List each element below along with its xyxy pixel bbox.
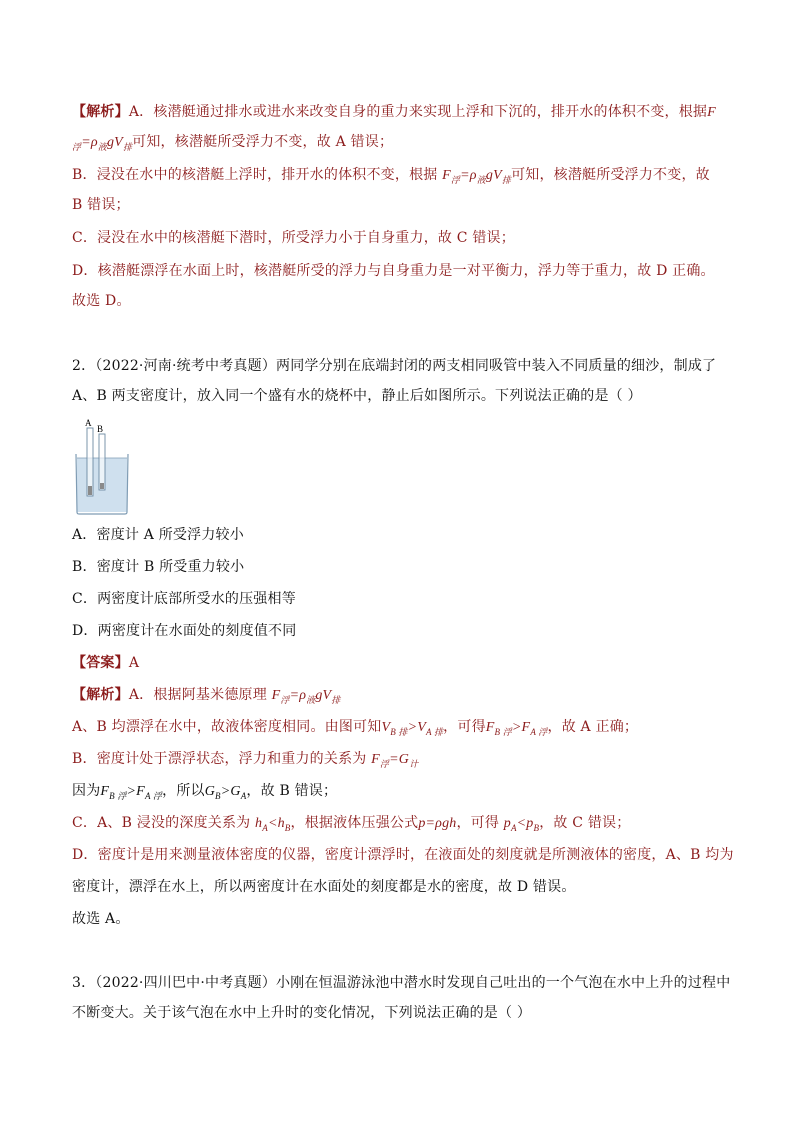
formula-eq: =ρ xyxy=(460,168,477,183)
sub-float: 浮 xyxy=(280,696,290,706)
q1-analysis-line-b xyxy=(72,165,732,187)
sub-disp: 排 xyxy=(501,176,512,186)
formula-f-eq-g: $F_浮=G_计$ xyxy=(371,752,419,769)
sub-float: 浮 xyxy=(450,176,461,186)
text: 可知，核潜艇所受浮力不变，故 A 错误； xyxy=(132,134,394,150)
formula-gV: gV xyxy=(485,168,502,183)
text: C．A、B 浸没的深度关系为 xyxy=(72,815,251,831)
answer-value: A xyxy=(128,655,140,671)
sub-disp: 排 xyxy=(122,143,133,153)
sub-float: 浮 xyxy=(72,143,82,153)
analysis-tag: 【解析】 xyxy=(72,687,129,703)
text: ，可得 xyxy=(443,719,486,735)
text: ，故 B 错误； xyxy=(246,783,338,799)
text: D．两密度计在水面处的刻度值不同 xyxy=(72,623,297,639)
text: B．密度计 B 所受重力较小 xyxy=(72,559,245,575)
text: 密度计，漂浮在水上，所以两密度计在水面处的刻度都是水的密度，故 D 错误。 xyxy=(72,879,576,895)
text: C．两密度计底部所受水的压强相等 xyxy=(72,591,296,607)
text: A、B 均漂浮在水中，故液体密度相同。由图可知 xyxy=(72,719,382,735)
text: A．根据阿基米德原理 xyxy=(128,687,267,703)
text: B．浸没在水中的核潜艇上浮时，排开水的体积不变，根据 xyxy=(72,167,438,183)
q2-analysis-line-d xyxy=(72,845,732,865)
formula-gV: gV xyxy=(106,135,123,150)
sub-liquid: 液 xyxy=(476,176,486,186)
q2-analysis-line-a xyxy=(72,685,732,707)
formula-fb-gt-fa: $F_{B 浮}>F_{A 浮}$ xyxy=(100,784,163,801)
answer-tag: 【答案】 xyxy=(72,655,129,671)
q2-stem-line-1 xyxy=(72,356,732,376)
q2-option-b xyxy=(72,557,732,577)
q2-stem-line-2 xyxy=(72,386,732,406)
text: 3．（2022·四川巴中·中考真题）小刚在恒温游泳池中潜水时发现自己吐出的一个气泡在水中上升的过程中 xyxy=(72,975,731,991)
sub-liquid: 液 xyxy=(97,143,107,153)
q2-option-c xyxy=(72,589,732,609)
text: 可知，核潜艇所受浮力不变，故 xyxy=(511,167,710,183)
q2-option-d xyxy=(72,621,732,641)
text: ，故 C 错误； xyxy=(539,815,631,831)
formula-vb-gt-va: $V_{B 排}>V_{A 排}$ xyxy=(381,720,444,737)
formula-eq: =ρ xyxy=(81,135,98,150)
q1-analysis-line-b2 xyxy=(72,195,732,215)
text: D．核潜艇漂浮在水面上时，核潜艇所受的浮力与自身重力是一对平衡力，浮力等于重力，故 D 正确。 xyxy=(72,263,715,279)
q2-answer xyxy=(72,653,732,673)
beaker-figure xyxy=(74,416,134,516)
q2-analysis-line-b2 xyxy=(72,781,732,802)
sub-liquid: 液 xyxy=(306,696,316,706)
label-b: B xyxy=(97,424,104,434)
text: A、B 两支密度计，放入同一个盛有水的烧杯中，静止后如图所示。下列说法正确的是（ ） xyxy=(72,388,642,404)
text: A．核潜艇通过排水或进水来改变自身的重力来实现上浮和下沉的，排开水的体积不变，根据 xyxy=(128,104,708,120)
text: 因为 xyxy=(72,783,101,799)
text: 故选 A。 xyxy=(72,911,130,927)
text: B．密度计处于漂浮状态，浮力和重力的关系为 xyxy=(72,751,367,767)
text: 2．（2022·河南·统考中考真题）两同学分别在底端封闭的两支相同吸管中装入不同质量的细沙，制成了 xyxy=(72,358,717,374)
formula-fb-gt-fa: $F_{B 浮}>F_{A 浮}$ xyxy=(485,720,548,737)
formula-gb-gt-ga: $G_B>G_A$ xyxy=(204,784,247,801)
hydrometer-b xyxy=(99,434,105,490)
label-a: A xyxy=(85,418,92,428)
q1-conclusion xyxy=(72,291,732,311)
text: ，故 A 正确； xyxy=(547,719,639,735)
q1-analysis-line-c xyxy=(72,228,732,248)
text: ，所以 xyxy=(162,783,205,799)
text: A．密度计 A 所受浮力较小 xyxy=(72,527,244,543)
q1-analysis-line-a2 xyxy=(72,132,732,154)
q2-option-a xyxy=(72,525,732,545)
formula-F: F xyxy=(442,168,451,183)
q2-analysis-line-b xyxy=(72,749,732,770)
q2-analysis-line-d2 xyxy=(72,877,732,897)
analysis-tag: 【解析】 xyxy=(72,104,129,120)
q2-analysis-line-c xyxy=(72,813,732,834)
text: 不断变大。关于该气泡在水中上升时的变化情况，下列说法正确的是（ ） xyxy=(72,1005,532,1021)
formula-p-rho-g-h: p=ρgh xyxy=(418,816,457,831)
text: D．密度计是用来测量液体密度的仪器，密度计漂浮时，在液面处的刻度就是所测液体的密度，A、B 均为 xyxy=(72,847,734,863)
text: ，可得 xyxy=(456,815,500,831)
text: B 错误； xyxy=(72,197,130,213)
q2-analysis-line-a2 xyxy=(72,717,732,738)
formula-gV: gV xyxy=(315,688,332,703)
q3-stem-line-2 xyxy=(72,1003,732,1023)
text: C．浸没在水中的核潜艇下潜时，所受浮力小于自身重力，故 C 错误； xyxy=(72,230,515,246)
text: 故选 D。 xyxy=(72,293,131,309)
hydrometer-a-sand xyxy=(88,486,92,495)
q2-conclusion xyxy=(72,909,732,929)
formula-F: F xyxy=(707,105,716,120)
sub-disp: 排 xyxy=(331,696,341,706)
q1-analysis-line-a xyxy=(72,102,732,123)
q3-stem-line-1 xyxy=(72,973,732,993)
text: ，根据液体压强公式 xyxy=(290,815,419,831)
formula-eq: =ρ xyxy=(289,688,307,703)
formula-pa-lt-pb: $p_A<p_B$ xyxy=(503,816,540,833)
hydrometer-a xyxy=(87,428,93,496)
hydrometer-b-sand xyxy=(100,483,104,489)
q1-analysis-line-d xyxy=(72,261,732,281)
formula-ha-lt-hb: $h_A<h_B$ xyxy=(255,816,291,833)
formula-F: F xyxy=(271,688,281,703)
